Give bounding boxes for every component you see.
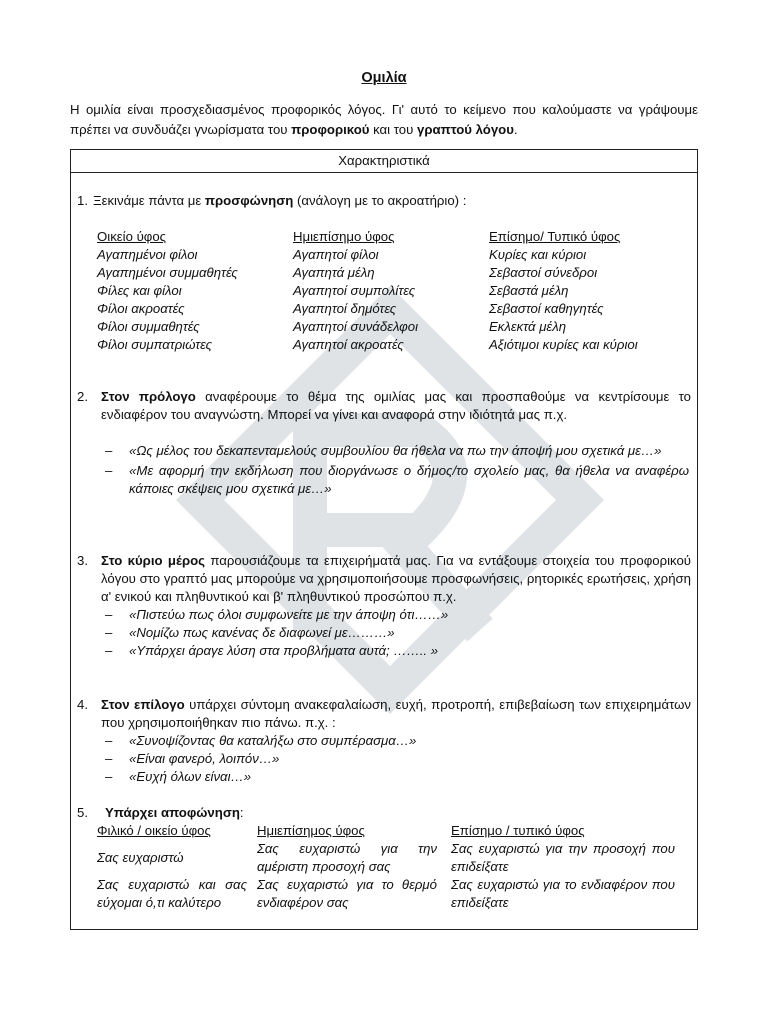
section-5-text: Υπάρχει αποφώνηση: <box>105 805 244 820</box>
section-3-text: Στο κύριο μέρος παρουσιάζουμε τα επιχειρήματά μας. Για να εντάξουμε στοιχεία του προφορικού λόγου στο γραπτό μας μπορούμε να χρησιμοποιήσουμε προσφωνήσεις, ρητορικές ερωτήσεις, χρήση α' ενικού και πληθυντικού και β' πληθυντικού προσώπου π.χ. <box>101 553 691 604</box>
intro-paragraph: Η ομιλία είναι προσχεδιασμένος προφορικός λόγος. Γι' αυτό το κείμενο που καλούμαστε να γράψουμε πρέπει να συνδυάζει γνωρίσματα του προφορικού και του γραπτού λόγου. <box>70 102 698 137</box>
list-item: – «Υπάρχει άραγε λύση στα προβλήματα αυτά; …….. » <box>103 642 689 660</box>
column-heading: Ημιεπίσημο ύφος <box>293 229 395 244</box>
closing-col-3: Επίσημο / τυπικό ύφος Σας ευχαριστώ για την προσοχή που επιδείξατε Σας ευχαριστώ για το ενδιαφέρον που επιδείξατε <box>451 823 675 910</box>
section-2-text: Στον πρόλογο αναφέρουμε το θέμα της ομιλίας μας και προσπαθούμε να κεντρίσουμε το ενδιαφέρον του αναγνώστη. Μπορεί να γίνει και αναφορά στην ιδιότητά μας π.χ. <box>101 389 691 422</box>
section-1-text: Ξεκινάμε πάντα με προσφώνηση (ανάλογη με το ακροατήριο) : <box>93 193 467 208</box>
list-item: – «Νομίζω πως κανένας δε διαφωνεί με………» <box>103 624 689 642</box>
column-heading: Ημιεπίσημος ύφος <box>257 823 365 838</box>
addr-col-1: Οικείο ύφος Αγαπημένοι φίλοι Αγαπημένοι συμμαθητές Φίλες και φίλοι Φίλοι ακροατές Φίλοι συμμαθητές Φίλοι συμπατριώτες <box>97 229 238 352</box>
column-heading: Επίσημο / τυπικό ύφος <box>451 823 585 838</box>
addr-col-3: Επίσημο/ Τυπικό ύφος Κυρίες και κύριοι Σεβαστοί σύνεδροι Σεβαστά μέλη Σεβαστοί καθηγητές Εκλεκτά μέλη Αξιότιμοι κυρίες και κύριοι <box>489 229 638 352</box>
list-item: – «Πιστεύω πως όλοι συμφωνείτε με την άποψη ότι……» <box>103 606 689 624</box>
column-heading: Οικείο ύφος <box>97 229 167 244</box>
characteristics-box: Χαρακτηριστικά 1. Ξεκινάμε πάντα με προσφώνηση (ανάλογη με το ακροατήριο) : Οικείο ύφος Αγαπημένοι φίλοι Αγαπημένοι συμμαθητές Φίλες και φίλοι Φίλοι ακροατές Φίλοι συμμαθητές Φίλοι συμπατριώτες Ημιεπίσημο ύφος Αγαπητοί φίλοι Αγαπητά μέλη Αγαπητοί συμπολίτες Αγαπητοί δημότες Αγαπητοί συνάδελφοι Αγαπητοί ακροατές Επίσημο/ Τυπικό ύφος Κυρίες και κύριοι Σεβαστοί σύνεδροι Σεβαστά μέλη Σεβαστοί καθηγητές Εκλεκτά μέλη Αξιότιμοι κυρίες και κύριοι 2. Στον πρόλογο αναφέρουμε το θέμα της ομιλίας μας και προσπαθούμε να κεντρίσουμε το ενδιαφέρον του αναγνώστη. Μπορεί να γίνει και αναφορά στην ιδιότητά μας π.χ. – «Ως μέλος του δεκαπενταμελούς συμβουλίου θα ήθελα να πω την άποψή μου σχετικά με…» – «Με αφορμή την εκδήλωση που διοργάνωσε ο δήμος/το σχολείο μας, θα ήθελα να αναφέρω κάποιες σκέψεις μου σχετικά με…» 3. Στο κύριο μέρος παρουσιάζουμε τα επιχειρήματά μας. Για να εντάξουμε στοιχεία του προφορικού λόγου στο γραπτό μας μπορούμε να χρησιμοποιήσουμε προσφωνήσεις, ρητορικές ερωτήσεις, χρήση α' ενικού και πληθυντικού και β' πληθυντικού προσώπου π.χ. – «Πιστεύω πως όλοι συμφωνείτε με την άποψη ότι……» – «Νομίζω πως κανένας δε διαφωνεί με………» – «Υπάρχει άραγε λύση στα προβλήματα αυτά; …….. » 4. Στον επίλογο υπάρχει σύντομη ανακεφαλαίωση, ευχή, προτροπή, επιβεβαίωση των επιχειρημάτων που χρησιμοποιήθηκαν πιο πάνω. π.χ. : – «Συνοψίζοντας θα καταλήξω στο συμπέρασμα…» – «Είναι φανερό, λοιπόν…» – «Ευχή όλων είναι…» 5. Υπάρχει αποφώνηση: Φιλικό / οικείο ύφος Σας ευχαριστώ Σας ευχαριστώ και σας εύχομαι ό,τι καλύτερο Ημιεπίσημος ύφος Σας ευχαριστώ για την αμέριστη προσοχή σας Σας ευχαριστώ για το θερμό ενδιαφέρον σας Επίσημο / τυπικό ύφος Σας ευχαριστώ για την προσοχή που επιδείξατε Σας ευχαριστώ για το ενδιαφέρον που επιδείξατε <box>70 149 698 930</box>
column-heading: Επίσημο/ Τυπικό ύφος <box>489 229 621 244</box>
list-item: – «Ευχή όλων είναι…» <box>103 768 689 786</box>
addr-col-2: Ημιεπίσημο ύφος Αγαπητοί φίλοι Αγαπητά μέλη Αγαπητοί συμπολίτες Αγαπητοί δημότες Αγαπητοί συνάδελφοι Αγαπητοί ακροατές <box>293 229 419 352</box>
section-4-text: Στον επίλογο υπάρχει σύντομη ανακεφαλαίωση, ευχή, προτροπή, επιβεβαίωση των επιχειρημάτων που χρησιμοποιήθηκαν πιο πάνω. π.χ. : <box>101 697 691 730</box>
section-3-examples <box>103 606 689 660</box>
page-title: Ομιλία <box>361 70 407 86</box>
list-item: – «Με αφορμή την εκδήλωση που διοργάνωσε ο δήμος/το σχολείο μας, θα ήθελα να αναφέρω κάποιες σκέψεις μου σχετικά με…» <box>103 462 689 498</box>
list-item: – «Ως μέλος του δεκαπενταμελούς συμβουλίου θα ήθελα να πω την άποψή μου σχετικά με…» <box>103 442 689 460</box>
list-item: – «Συνοψίζοντας θα καταλήξω στο συμπέρασμα…» <box>103 732 689 750</box>
closing-col-2: Ημιεπίσημος ύφος Σας ευχαριστώ για την αμέριστη προσοχή σας Σας ευχαριστώ για το θερμό ενδιαφέρον σας <box>257 823 437 910</box>
box-title: Χαρακτηριστικά <box>71 150 697 173</box>
section-2-examples <box>103 442 689 498</box>
column-heading: Φιλικό / οικείο ύφος <box>97 823 211 838</box>
section-4-examples <box>103 732 689 786</box>
closing-col-1: Φιλικό / οικείο ύφος Σας ευχαριστώ Σας ευχαριστώ και σας εύχομαι ό,τι καλύτερο <box>97 823 247 910</box>
list-item: – «Είναι φανερό, λοιπόν…» <box>103 750 689 768</box>
